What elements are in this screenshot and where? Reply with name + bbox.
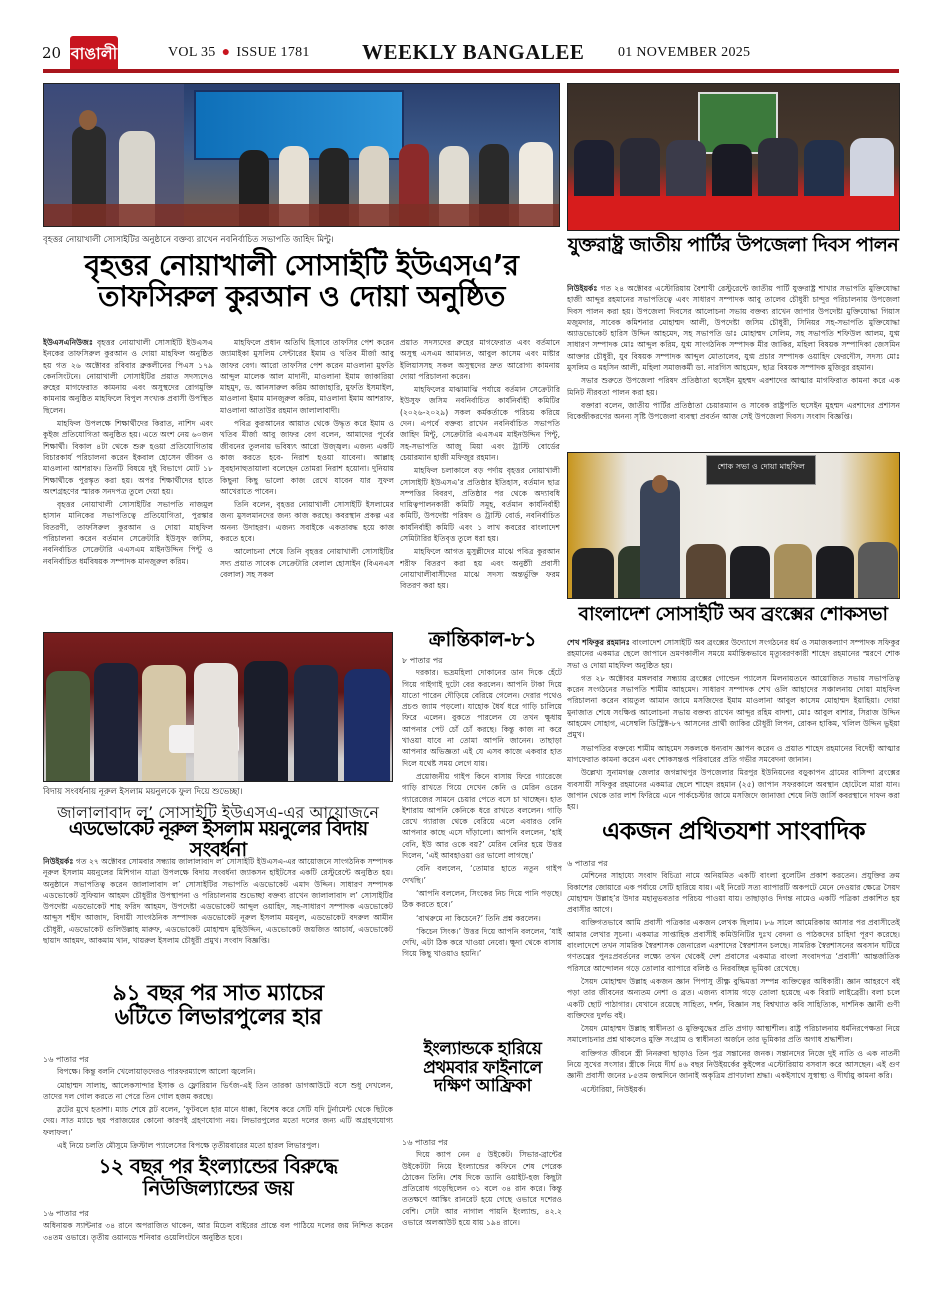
issue: ISSUE 1781 — [236, 45, 310, 60]
liverpool-body: ১৬ পাতার পর বিপক্ষে। কিন্তু বলনি খেলোয়াড়দেরও পারফরম্যান্সে আলো জ্বলেনি। মোহাম্মদ সালাহ, আলেকসান্দার ইসাক ও ফ্লোরিয়ান ভির্ৎজ-এই তিন তারকা ডাগআউটে বসে শুধু দেখলেন, তাদের দল গোল করতে না পেরে তিন গোল হজম করছে। স্লটের মুখে হতাশা। ম্যাচ শেষে স্লট বলেন, ‘ফুটবলে হার মানে ধাক্কা, বিশেষ করে সেটি যদি টুর্নামেন্ট থেকে ছিটকে দেয়। সাত ম্যাচে ছয় পরাজয়ের কোনো কারণই গ্রহণযোগ্য নয়। লিভারপুলের মতো দলের জন্য এটি অগ্রহণযোগ্য ফলাফল।’ এই নিয়ে চলতি মৌসুমে ক্রিস্টাল প্যালেসের বিপক্ষে তৃতীয়বারের মতো হারল লিভারপুল। — [43, 1055, 393, 1150]
advocate-dateline: নিউইয়র্কঃ — [43, 857, 74, 866]
jatiya-party-headline: যুক্তরাষ্ট্র জাতীয় পার্টির উপজেলা দিবস পালন — [567, 234, 899, 256]
southafrica-body: ১৬ পাতার পর দিয়ে ক্যাপ নেন ৫ উইকেট। সিভার-ব্রান্টের উইকেটটা নিয়ে ইংল্যান্ডের কফিনে শেষ পেরেক ঠোকেন তিনি। শেষ দিকে ড্যানি ওয়াইট-হজ কিছুটা প্রতিরোধ গড়েছিলেন ৩১ বলে ৩৪ রান করে। কিন্তু ততক্ষণে আস্কিং রানরেট হয়ে গেছে ওভারে দশেরও বেশি। সেটা আর নাগাল পায়নি ইংল্যান্ড, ৪২.২ ওভারে অলআউট হয়ে যায় ১৯৪ রানে। — [402, 1138, 562, 1228]
noakhali-dateline: ইউএসএনিউজঃ — [43, 338, 93, 347]
noakhali-headline-line1: বৃহত্তর নোয়াখালী সোসাইটি ইউএসএ’র — [84, 249, 519, 282]
liverpool-headline-line1: ৯১ বছর পর সাত ম্যাচের — [112, 981, 324, 1006]
bronx-body: শেখ শফিকুর রহমানঃ বাংলাদেশ সোসাইটি অব ব্রংক্সের উদ্যোগে সংগঠনের ধর্ম ও সমাজকল্যাণ সম্পাদক সফিকুর রহমানের একমাত্র ছেলে জাপানে ভ্রমণকালীন সময়ে মর্মান্তিকভাবে মৃত্যুবরণকারী শাহেদ রহমানের স্মরণে শোক সভা ও দোয়া মাহফিল অনুষ্ঠিত হয়। গত ২৮ অক্টোবর মঙ্গলবার সন্ধ্যায় ব্রংক্সের গোল্ডেন প্যালেস মিলনায়তনে আয়োজিত সভায় সভাপতিত্ব করেন সংগঠনের সভাপতি শামীম আহমেদ। সাধারণ সম্পাদক শেখ ওলি আহাদের সঞ্চালনায় দোয়া মাহফিল পরিচালনা করেন বায়তুল আমান জামে মসজিদের ইমাম মাওলানা আবুল কাসেম মোহাম্মদ ইয়াহিয়া। দোয়া মুনাজাত শেষে সংক্ষিপ্ত আলোচনা সভায় বক্তব্য রাখেন আব্দুর রহিম বাদশা, মোঃ আবুল বাশার, সিরাজ উদ্দিন আহমেদ সোহাগ, এসেম্বলি ডিস্ট্রিক্ট-৮৭ আসনের প্রার্থী জাকির চৌধুরী লিপন, রোকন হাকিম, খলিল উদ্দিন ভুইয়া প্রমুখ। সভাপতির বক্তব্যে শামীম আহমেদ সকলকে ধন্যবাদ জ্ঞাপন করেন ও প্রয়াত শাহেদ রহমানের বিদেহী আত্মার মাগফেরাত কামনা করেন এবং শোকসন্তপ্ত পরিবারের প্রতি গভীর সমবেদনা জানান। উল্লেখ্য সুনামগঞ্জ জেলার জগন্নাথপুর উপজেলার মিরপুর ইউনিয়নের বড়ুকাপন গ্রামের বাসিন্দা ব্রংক্সের ব্যবসায়ী সফিকুর রহমানের একমাত্র ছেলে শাহেদ রহমান (২৫) জাপান সফরকালে অবস্থান হোটেলে মারা যান। জাপান থেকে তার লাশ ফিরিয়ে এনে পার্কচেস্টার জামে মসজিদে জানাজা শেষে নিউ জার্সি কবরস্থানে দাফন করা হয়। — [567, 638, 900, 812]
noakhali-column-3: প্রয়াত সদস্যদের রুহের মাগফেরাত এবং বর্তমানে অসুস্থ এসএম আমানত, আবুল কাসেম এবং মাষ্টার ইলিয়াসসহ সকল অসুস্থদের দ্রুত আরোগ্য কামনায় দোয়া পরিচালনা করেন। মাহফিলের মাঝামাঝি পর্যায়ে বর্তমান সেক্রেটারি ইউসুফ জসিম নবনির্বাচিত কার্যনির্বাহী কমিটির (২০২৬-২০২৯) সকল কর্মকর্তাকে পরিচয় করিয়ে দেন। এপর্বে বক্তব্য রাখেন নবনির্বাচিত সভাপতি জাহিদ মিন্টু, সেক্রেটারি এএসএম মাইনউদ্দিন পিন্টু, সহ-সভাপতি আজু মিয়া এবং ট্রাস্টি বোর্ডের চেয়ারম্যান হাজী মফিজুর রহমান। মাহফিল চলাকালে বড় পর্দায় বৃহত্তর নোয়াখালী সোসাইটি ইউএসএ’র প্রতিষ্ঠার ইতিহাস, বর্তমান ছাত্র সম্পত্তির বিবরণ, প্রতিষ্ঠার পর থেকে অদ্যাবধি দায়িত্বপালনকারী কমিটি সমূহ, বর্তমান কার্যনির্বাহী কমিটি, উপদেষ্টা পরিষদ ও ট্রাস্টি বোর্ড, নবনির্বাচিত কার্যনির্বাহী কমিটি এবং ১ লাখ কবরের বাংলাদেশ সেমিটারির ইতিবৃত্ত তুলে ধরা হয়। মাহফিলে আগত মুসুল্লীদের মাঝে পবিত্র কুরআন শরীফ বিতরণ করা হয় এবং অনুষ্ঠাী প্রবাসী নোয়াখালীবাসীদের মাঝে সদস্য অন্তর্ভুক্তি ফরম বিতরণ করা হয়। — [400, 338, 560, 591]
kranti-headline: ক্রান্তিকাল-৮১ — [428, 627, 537, 651]
southafrica-continued-from: ১৬ পাতার পর — [402, 1138, 448, 1147]
kranti-body: ৮ পাতার পর দরকার। ভদ্রমহিলা দোকানের ডান দিকে হেঁটে গিয়ে গাইগাই দুটো বের করলেন। আপনি টাকা দিয়ে যাতো পারেন দৌড়িয়ে বেরিয়ে গেলেন। দেরার পথেও প্রচণ্ড জ্যাম পড়লো। যাহোক ধৈর্য ধরে গাড়ি চালিয়ে ফিরে এলেন। বুকতে পারলেন যে তখন ক্ষুধায় আপনার পেট চোঁ চোঁ করছে। কিন্তু কাজ না করে খাওয়া যাবে না তোমা আপনি জানেন। তাছাড়া আপনার অভিজ্ঞতা এই যে এসব কাজে একবার হাত দিলে যথেষ্ট সময় লেগে যায়। প্রয়োজনীয় গাইপ কিনে বাসায় ফিরে গ্যারেজে গাড়ি রাখতে গিয়ে দেখেন কেনি ও মেরিন ওরেন গ্যারেজের সামনে চেয়ার পেতে বসে চা খাচ্ছেন। হাত ইশারায় আপনি কেনিকে ধরে রাখতে বললেন। গাড়ি রেখে গ্যারাজ থেকে বেরিয়ে এলে এবারও বেনি আপনার কাছে এসে দাঁড়ালো। আপনি বললেন, ‘হাই বেনি, ইউ আর ওকে বয়?’ মেরিন বেনির হয়ে উত্তর দিলেন, ‘এই আবহাওয়া ওর ভালো লাগছে।’ বেনি বললেন, ‘তোমার হাতে নতুন গাইপ দেখছি।’ ‘আপনি বললেন, সিংকের নিচ দিয়ে পানি পড়ছে। ঠিক করতে হবে।’ ‘বাথরুমে না কিচেনে?’ তিনি প্রশ্ন করলেন। ‘কিচেন সিংক।’ উত্তর দিয়ে আপনি বললেন, ‘যাই দেখি, এটা ঠিক করে খাওয়া নেবো। ক্ষুদা থেকে বাসায় গিয়ে কিছু খাওয়াও হয়নি।’ — [402, 656, 562, 959]
southafrica-headline-line1: ইংল্যান্ডকে হারিয়ে — [423, 1039, 542, 1059]
bullet-icon: ● — [221, 45, 231, 60]
liverpool-continued-from: ১৬ পাতার পর — [43, 1055, 89, 1064]
liverpool-headline-line2: ৬টিতে লিভারপুলের হার — [114, 1005, 322, 1031]
noakhali-event-photo — [43, 83, 560, 227]
liverpool-headline — [43, 982, 393, 1030]
page-number: 20 — [42, 44, 62, 62]
jatiya-party-photo — [567, 83, 900, 231]
newzealand-headline-line2: নিউজিল্যান্ডের জয় — [142, 1176, 294, 1200]
noakhali-column-2: মাহফিলে প্রধান অতিথি হিসাবে তাফসির পেশ করেন জ্যামাইকা মুসলিম সেন্টারের ইমাম ও খতিব মীর্জা আবু জাফর বেগ। আরো তাফসির পেশ করেন মাওলানা মুফতি আব্দুল মালেক আল মাদানী, মাওলানা ইমাম জাকারিয়া মাহমুদ, ড. আনসারুল করিম আজাহারি, মুফতি ইসমাইল, মাওলানা ইমাম মানজুরুল করিম, মাওলানা ইমাম আশরাফ, মাওলানা আতাউর রহমান জালালাবাদী। পবিত্র কুরআনের আয়াত থেকে উদ্ধৃত করে ইমাম ও খতিব মীর্জা আবু জাফর বেগ বলেন, আমাদের পূর্বের জীবনের তুলনায় ভবিষ্যৎ আরো উজ্জ্বল। এজন্য একটি কাজ করতে হবে- নিরাশ হওয়া যাবেনা। আল্লাহ সুবহানাহুতায়ালা বলেছেন তোমরা নিরাশ হয়োনা। দুনিয়ায় কিছুনা কিছু ভালো কাজ রেখে যাবেন যার সুফল আখেরাতে পাবেন। তিনি বলেন, বৃহত্তর নোয়াখালী সোসাইটি ইসলামের জন্য মুসলমানদের জন্য কাজ করছে। কবরস্থান প্রকল্প এর অনন্য উদাহরণ। এজন্য সবাইকে একতাবদ্ধ হয়ে কাজ করতে হবে। আলোচনা শেষে তিনি বৃহত্তর নোয়াখালী সোসাইটির সদ্য প্রয়াত সাবেক সেক্রেটারি বেলাল হোসাইন (বিএনএস বেলাল) সহ সকল — [220, 338, 394, 579]
noakhali-headline — [43, 250, 560, 313]
advocate-body: নিউইয়র্কঃ গত ২৭ অক্টোবর সোমবার সন্ধ্যায় জালালাবাদ ল’ সোসাইটি ইউএসএ-এর আয়োজনে সাংগঠনিক সম্পাদক নূরুল ইসলাম ময়নুলের মিশিগান যাত্রা উপলক্ষে বিদায় সংবর্ধনা জ্যাকসন হাইটসের একটি রেস্টুরেন্টে অনুষ্ঠিত হয়। অনুষ্ঠানে সভাপতিত্ব করেন জালালাবাদ ল’ সোসাইটির সভাপতি এডভোকেট এমাদ উদ্দিন। সাধারণ সম্পাদক এডভোকেট সুফিয়ান আহমদ চৌধুরীর উপস্থাপনা ও পরিচালনায় শুভেচ্ছা বক্তব্য রাখেন জালালাবাদ ল’ সোসাইটির উপদেষ্টা এডভোকেট শাহ ফরিদ আহমদ, উপদেষ্টা এডভোকেট আব্দুল ওয়াহিদ, সহ-সাধারণ সম্পাদক এডভোকেট আব্দুস শহীদ আজাদ, বিদায়ী সাংগঠনিক সম্পাদক এডভোকেট নূরুল ইসলাম ময়নুল, এডভোকেট বদরুল আমীন চৌধুরী, এডভোকেট গুলিউল্লাহ মারুফ, এডভোকেট মোহাম্মদ মুহিউদ্দিন, এডভোকেট জয়জিত আচার্য, এডভোকেট ছায়াদ আহমদ, আকমাম খান, খায়রুল ইসলাম চৌধুরী প্রমুখ। সংবাদ বিজ্ঞপ্তি। — [43, 857, 393, 946]
noakhali-column-1: ইউএসএনিউজঃ বৃহত্তর নোয়াখালী সোসাইটি ইউএসএ ইনকের তাফসিরুল কুরআন ও দোয়া মাহফিল অনুষ্ঠিত হয় গত ২৬ অক্টোবর রবিবার ব্রুকলীনের পিএস ১৭৯ কেনসিংটনে। নোয়াখালী সোসাইটির প্রয়াত সদস্যদেও রুহের মাগফেরাত কামনায় এবং অসুস্থদের রোগমুক্তি কামনায় অনুষ্ঠিত মাহফিলে বিপুল সংখ্যক প্রবাসী উপস্থিত ছিলেন। মাহফিল উপলক্ষে শিক্ষার্থীদের কিরাত, নাশিদ এবং কুইজ প্রতিযোগিতা অনুষ্ঠিত হয়। এতে অংশ নেয় ৬০জন শিক্ষার্থী। বিকাল ৪টা থেকে শুরু হওয়া প্রতিযোগিতায় বিচারকার্য পরিচালনা করেন ইকবাল হোসেন জীবন ও মাওলানা আশরাফ। তিনটি বিষয়ে দুই বিভাগে মোট ১৮ শিক্ষার্থীকে পুরস্কৃত করা হয়। অপর শিক্ষার্থীদের হাতে অংশগ্রহণের স্মারক সনদপত্র তুলে দেয়া হয়। বৃহত্তর নোয়াখালী সোসাইটির সভাপতি নাজমুল হাসান মানিকের সভাপতিত্বে প্রতিযোগিতা, পুরস্কার বিতরণী, তাফসিরুল কুরআন ও দোয়া মাহফিল পরিচালনা করেন বর্তমান সেক্রেটারি ইউসুফ জসিম, নবনির্বাচিত সেক্রেটারি এএসএম মাইনউদ্দিন পিন্টু ও নবনির্বাচিত ধর্মবিষয়ক সম্পাদক মানজুরুল করিম। — [43, 338, 213, 566]
noakhali-headline-line2: তাফসিরুল কুরআন ও দোয়া অনুষ্ঠিত — [98, 280, 505, 314]
masthead — [40, 34, 900, 74]
photo-banner: শোক সভা ও দোয়া মাহফিল — [706, 455, 816, 485]
volume: VOL 35 — [168, 45, 216, 60]
bronx-shokshobha-photo — [567, 452, 900, 599]
advocate-farewell-photo — [43, 632, 393, 782]
jatiya-dateline: নিউইয়র্কঃ — [567, 284, 598, 293]
journalist-body: ৬ পাতার পর মেশিনের সাহায্যে সংবাদ বিচিত্রা নামে অনিয়মিত একটি বাংলা বুলেটিন প্রকাশ করতেন। প্রযুক্তির ক্রম বিকাশের জোয়ারে এক পর্যায়ে সেটি হারিয়ে যায়। এই নিরেট সত্য ব্যাপারটি অকপটে মেনে নেওয়ার ক্ষেত্রে সৈয়দ মোহাম্মদ উল্লাহ’র উদার মহানুভবতার পরিচয় পাওয়া যায়। তাছাড়াও দিগন্ত নামেও একটি পত্রিকা প্রকাশিত হয় প্রবাসীর আগে। ব্যক্তিগতভাবে আমি প্রবাসী পত্রিকার একজন লেখক ছিলাম। ৮৬ সালে আমেরিকায় আসার পর প্রবাসীতেই আমার লেখার সূচনা। একমাত্র সাপ্তাহিক প্রবাসীই কমিউনিটির দুঃখ বেদনা ও পাঠকদের চাহিদা পূরণ করেছে। বাংলাদেশে তখন সামরিক স্বৈরশাসক জেনারেল এরশাদের স্বৈরশাসন চলছে। সামরিক স্বৈরশাসনের অবসান ঘটিয়ে গণতন্ত্রের পুনঃপ্রবর্তনের লক্ষ্যে তখন থেকেই দেশ প্রবাসের একমাত্র বাংলা সংবাদপত্র ‘প্রবাসী’ আন্তর্জাতিক পরিসরে আন্দোলন গড়ে তোলার ব্যাপারে বলিষ্ঠ ও নিরবচ্ছিন্ন ভূমিকা রেখেছে। সৈয়দ মোহাম্মদ উল্লাহ একজন জ্ঞান পিপাসু তীক্ষ্ণ বুদ্ধিমত্তা সম্পন্ন ব্যক্তিত্বের অধিকারী। জ্ঞান আহরণে বই পড়া তার জীবনের অন্যতম নেশা ও ব্রত। এজন্য বাসায় গড়ে তোলা হয়েছে এক বিরাট লাইব্রেরী। বলা চলে একটি ছোট পাঠাগার। যেখানে রয়েছে সাহিত্য, দর্শন, বিজ্ঞান সহ বিশ্বখ্যাত কবি সাহিত্যিক, দার্শনিক জ্ঞানী গুণী ব্যক্তিদের দুর্লভ বই। সৈয়দ মোহাম্মদ উল্লাহ স্বাধীনতা ও মুক্তিযুদ্ধের প্রতি প্রগাঢ় আস্থাশীল। রাষ্ট্র পরিচালনায় ধর্মনিরপেক্ষতা নিয়ে সমালোচনার প্রশ্ন থাকলেও মুক্তি সংগ্রাম ও স্বাধীনতা অর্জনে তার ভূমিকার প্রতি অগাধ শ্রদ্ধাশীল। ব্যক্তিগত জীবনে স্ত্রী নিনরুবা ছাড়াও তিন পুত্র সন্তানের জনক। সন্তানদের নিজে দুই নাতি ও এক নাতনী নিয়ে সুখের সংসার। স্ত্রীকে নিয়ে দীর্ঘ ৪৬ বছর নিউইয়র্কের কুইন্সের এস্টোরিয়ায় বসবাস করে আসছেন। এই গুণ জ্ঞানী প্রবাসী জনের ৮৫তম জন্মদিনে জানাই অকৃত্রিম প্রাণঢালা শ্রদ্ধা। একইসাথে সুস্বাস্থ্য ও দীর্ঘায়ু কামনা করি। এস্টোরিয়া, নিউইয়র্ক। — [567, 859, 900, 1094]
masthead-rule — [43, 69, 899, 73]
newspaper-logo: বাঙালী — [70, 36, 118, 72]
jatiya-party-body: নিউইয়র্কঃ গত ২৪ অক্টোবর এস্টোরিয়ায় বৈশাখী রেস্টুরেন্টে জাতীয় পার্টি যুক্তরাষ্ট্র শাখার সভাপতি মুক্তিযোদ্ধা হাজী আব্দুর রহমানের সভাপতিত্বে এবং সাধারণ সম্পাদক আবু তালেব চৌধুরী চান্দুর পরিচালনায় উপজেলা দিবস পালন করা হয়। উপজেলা দিবসের আলোচনা সভায় বক্তব্য রাখেন জাপার উপদেষ্টা মুক্তিযোদ্ধা গিয়াস মজুমদার, সাবেক কমিশনার মোহাম্মদ আলী, উপদেষ্টা জসিম চৌধুরী, সিনিয়র সহ-সভাপতি মুক্তিযোদ্ধা অ্যাডভোকেট হারিস উদ্দিন আহমেদ, সহ সভাপতি ডাঃ মোহাম্মদ সেলিম, সহ সভাপতি শফিউল আলম, যুগ্ম সাধারণ সম্পাদক মোঃ আব্দুল করিম, যুগ্ম সাংগঠনিক সম্পাদক মীর জাকির, মহিলা বিষয়ক সম্পাদিকা জেসমিন আক্তার চৌধুরী, যুব বিষয়ক সম্পাদক আব্দুল মোতালেব, যুগ্ম প্রচার সম্পাদক ওয়াহিদ ফেরদৌস, সদস্য মোঃ মুসলিম ও মহসিন আলী, মহিলা সমাজকর্মী ডা. নারগিস আহমেদ, ছাত্র বিষয়ক সম্পাদক মুজিবুর রহমান। সভার শুরুতে উপজেলা পরিষদ প্রতিষ্ঠাতা হুসেইন মুহম্মদ এরশাদের আত্মার মাগফিরাত কামনা করে এক মিনিট নীরবতা পালন করা হয়। বক্তারা বলেন, জাতীয় পার্টির প্রতিষ্ঠাতা চেয়ারম্যান ও সাবেক রাষ্ট্রপতি হুসেইন মুহম্মদ এরশাদের প্রশাসন বিকেন্দ্রীকরণের অনন্য সৃষ্টি উপজেলা ব্যবস্থা প্রবর্তন আজ সেই উপজেলা দিবস। সংবাদ বিজ্ঞপ্তি। — [567, 284, 900, 422]
paper-name: WEEKLY BANGALEE — [362, 40, 585, 64]
southafrica-headline-line3: দক্ষিণ আফ্রিকা — [433, 1076, 532, 1097]
newzealand-headline — [43, 1155, 393, 1199]
advocate-headline: এডভোকেট নূরুল ইসলাম ময়নুলের বিদায় সংবর্ধনা — [68, 817, 368, 862]
volume-issue — [168, 45, 310, 61]
noakhali-photo-caption: বৃহত্তর নোয়াখালী সোসাইটির অনুষ্ঠানে বক্তব্য রাখেন নবনির্বাচিত সভাপতি জাহিদ মিন্টু। — [43, 235, 334, 245]
kranti-continued-from: ৮ পাতার পর — [402, 656, 443, 665]
advocate-photo-caption: বিদায় সংবর্ধনায় নূরুল ইসলাম ময়নুলকে ফুল দিয়ে শুভেচ্ছা। — [43, 787, 243, 797]
southafrica-headline — [400, 1040, 565, 1096]
bronx-dateline: শেখ শফিকুর রহমানঃ — [567, 638, 630, 647]
newzealand-body: ১৬ পাতার পর অধিনায়ক স্যান্টনার ৩৪ রানে অপরাজিত থাকেন, আর মিচেল বাইরের প্রান্তে বল পাঠিয়ে দলের জয় নিশ্চিত করেন ৩৪তম ওভারে। তৃতীয় ওয়ানডে শনিবার ওয়েলিংটনে অনুষ্ঠিত হবে। — [43, 1209, 393, 1242]
newzealand-continued-from: ১৬ পাতার পর — [43, 1209, 89, 1218]
journalist-continued-from: ৬ পাতার পর — [567, 859, 608, 868]
newzealand-headline-line1: ১২ বছর পর ইংল্যান্ডের বিরুদ্ধে — [98, 1154, 338, 1178]
bronx-headline: বাংলাদেশ সোসাইটি অব ব্রংক্সের শোকসভা — [578, 603, 888, 625]
journalist-signoff: এস্টোরিয়া, নিউইয়র্ক। — [581, 1084, 646, 1094]
journalist-headline: একজন প্রথিতযশা সাংবাদিক — [601, 817, 866, 845]
advocate-kicker: জালালাবাদ ল’ সোসাইটি ইউএসএ-এর আয়োজনে — [57, 803, 379, 822]
issue-date: 01 NOVEMBER 2025 — [618, 45, 751, 60]
southafrica-headline-line2: প্রথমবার ফাইনালে — [423, 1057, 542, 1078]
